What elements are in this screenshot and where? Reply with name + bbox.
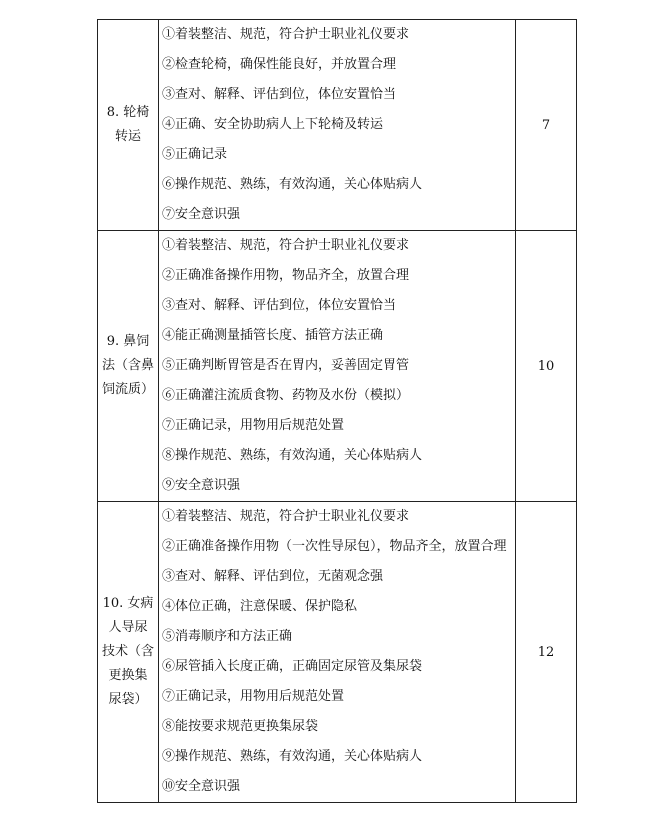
- criteria-item: ⑥操作规范、熟练，有效沟通，关心体贴病人: [162, 177, 423, 192]
- criteria-item: ②正确准备操作用物（一次性导尿包），物品齐全，放置合理: [162, 539, 507, 554]
- table-body: [98, 20, 577, 803]
- criteria-item: ②检查轮椅，确保性能良好，并放置合理: [162, 57, 397, 72]
- criteria-item: ①着装整洁、规范，符合护士职业礼仪要求: [162, 27, 410, 42]
- criteria-item: ⑥尿管插入长度正确，正确固定尿管及集尿袋: [162, 659, 423, 674]
- criteria-item: ⑩安全意识强: [162, 779, 241, 794]
- criteria-item: ①着装整洁、规范，符合护士职业礼仪要求: [162, 509, 410, 524]
- criteria-cell: [159, 20, 516, 231]
- criteria-item: ⑦安全意识强: [162, 207, 241, 222]
- skill-name-line: 更换集: [108, 668, 148, 683]
- criteria-item: ⑤消毒顺序和方法正确: [162, 629, 293, 644]
- table-row: [98, 502, 577, 803]
- criteria-item: ⑧操作规范、熟练，有效沟通，关心体贴病人: [162, 448, 423, 463]
- criteria-item: ①着装整洁、规范，符合护士职业礼仪要求: [162, 238, 410, 253]
- skill-name-line: 人导尿: [108, 620, 148, 635]
- skill-name-line: 转运: [114, 129, 141, 144]
- criteria-item: ④正确、安全协助病人上下轮椅及转运: [162, 117, 384, 132]
- skill-name-line: 10. 女病: [102, 596, 154, 611]
- criteria-item: ③查对、解释、评估到位，体位安置恰当: [162, 87, 397, 102]
- criteria-item: ⑤正确判断胃管是否在胃内，妥善固定胃管: [162, 358, 410, 373]
- criteria-item: ⑨操作规范、熟练，有效沟通，关心体贴病人: [162, 749, 423, 764]
- skill-name-cell: [98, 20, 159, 231]
- score-cell: 7: [516, 20, 577, 231]
- criteria-item: ⑧能按要求规范更换集尿袋: [162, 719, 319, 734]
- criteria-item: ⑤正确记录: [162, 147, 228, 162]
- criteria-item: ②正确准备操作用物，物品齐全，放置合理: [162, 268, 410, 283]
- criteria-item: ④体位正确，注意保暖、保护隐私: [162, 599, 358, 614]
- criteria-cell: [159, 231, 516, 502]
- skill-name-line: 9. 鼻饲: [106, 334, 150, 349]
- skill-name-line: 饲流质）: [101, 382, 154, 397]
- table-row: [98, 231, 577, 502]
- assessment-table: [97, 19, 577, 803]
- criteria-item: ⑦正确记录，用物用后规范处置: [162, 689, 345, 704]
- score-cell: 10: [516, 231, 577, 502]
- criteria-item: ⑨安全意识强: [162, 478, 241, 493]
- criteria-item: ⑦正确记录，用物用后规范处置: [162, 418, 345, 433]
- criteria-cell: [159, 502, 516, 803]
- criteria-item: ④能正确测量插管长度、插管方法正确: [162, 328, 384, 343]
- table-row: [98, 20, 577, 231]
- skill-name-cell: [98, 231, 159, 502]
- criteria-item: ③查对、解释、评估到位，体位安置恰当: [162, 298, 397, 313]
- criteria-item: ⑥正确灌注流质食物、药物及水份（模拟）: [162, 388, 410, 403]
- skill-name-line: 技术（含: [101, 644, 154, 659]
- criteria-item: ③查对、解释、评估到位，无菌观念强: [162, 569, 384, 584]
- skill-name-line: 法（含鼻: [101, 358, 154, 373]
- score-cell: 12: [516, 502, 577, 803]
- skill-name-cell: [98, 502, 159, 803]
- skill-name-line: 8. 轮椅: [106, 105, 150, 120]
- skill-name-line: 尿袋）: [108, 692, 148, 707]
